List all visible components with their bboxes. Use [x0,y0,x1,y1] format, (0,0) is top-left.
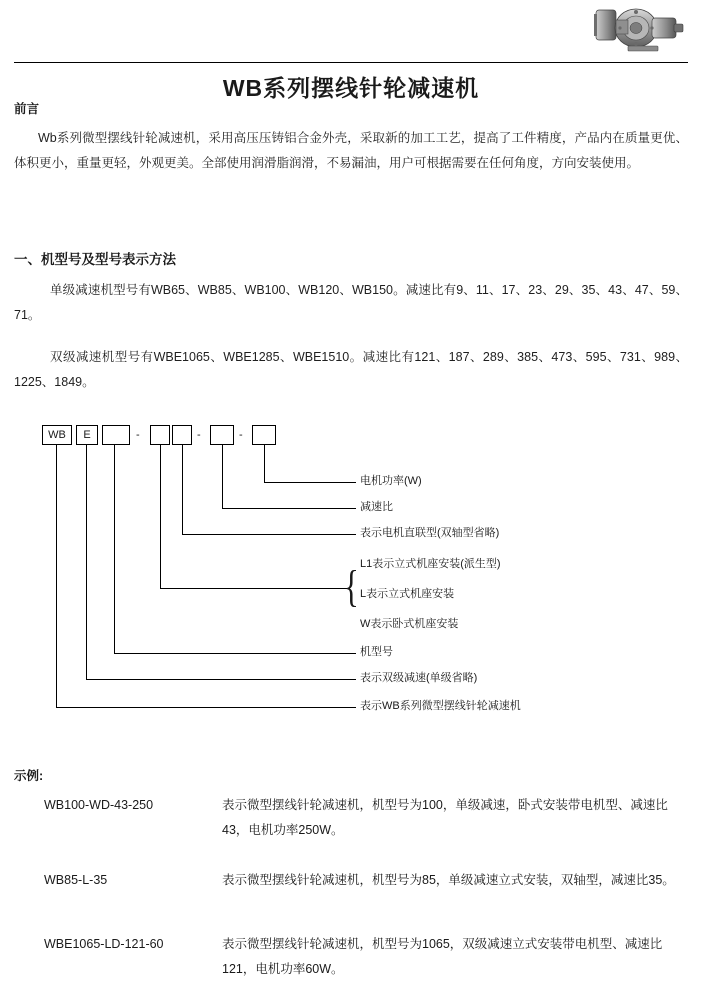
code-box-ratio [210,425,234,445]
annotation-model-number: 机型号 [360,646,393,658]
section1-paragraph-1: 单级减速机型号有WB65、WB85、WB100、WB120、WB150。减速比有9、11、17、23、29、35、43、47、59、71。 [14,283,688,322]
leader-series-horizontal [56,707,356,708]
header-divider [14,62,688,63]
code-box-power [252,425,276,445]
example-code-3: WBE1065-LD-121-60 [44,937,164,951]
code-box-e: E [76,425,98,445]
model-code-diagram [14,425,688,745]
separator-1: - [136,429,140,441]
leader-twostage-horizontal [86,679,356,680]
leader-power-vertical [264,445,265,482]
code-box-wb: WB [42,425,72,445]
leader-power-horizontal [264,482,356,483]
example-desc-2: 表示微型摆线针轮减速机，机型号为85，单级减速立式安装，双轴型，减速比35。 [222,873,675,887]
annotation-power: 电机功率(W) [360,475,422,487]
leader-model-horizontal [114,653,356,654]
code-box-model [102,425,130,445]
leader-direct-horizontal [182,534,356,535]
example-code-1: WB100-WD-43-250 [44,798,154,812]
leader-direct-vertical [182,445,183,534]
leader-mount-vertical [160,445,161,588]
leader-twostage-vertical [86,445,87,679]
leader-ratio-vertical [222,445,223,508]
annotation-direct-coupling: 表示电机直联型(双轴型省略) [360,527,500,539]
gear-reducer-photo [592,4,688,60]
code-box-mount [150,425,170,445]
separator-2: - [197,429,201,441]
section1-paragraph-2: 双级减速机型号有WBE1065、WBE1285、WBE1510。减速比有121、187、289、385、473、595、731、989、1225、1849。 [14,350,688,389]
annotation-mount-l1: L1表示立式机座安装(派生型) [360,558,501,570]
preface-label: 前言 [14,102,40,116]
page-title: WB系列摆线针轮减速机 [222,75,480,101]
annotation-two-stage: 表示双级减速(单级省略) [360,672,478,684]
preface-body: Wb系列微型摆线针轮减速机，采用高压压铸铝合金外壳，采取新的加工工艺，提高了工件精度，产品内在质量更优、体积更小，重量更轻，外观更美。全部使用润滑脂润滑，不易漏油，用户可根据需要在任何角度，方向安装使用。 [14,131,688,170]
annotation-mount-w: W表示卧式机座安装 [360,618,459,630]
separator-3: - [239,429,243,441]
leader-series-vertical [56,445,57,707]
leader-ratio-horizontal [222,508,356,509]
leader-model-vertical [114,445,115,653]
brace-mount: { [344,562,359,611]
example-desc-3: 表示微型摆线针轮减速机，机型号为1065，双级减速立式安装带电机型、减速比121，电机功率60W。 [222,937,663,976]
example-code-2: WB85-L-35 [44,873,108,887]
leader-mount-horizontal [160,588,350,589]
code-box-direct [172,425,192,445]
examples-label: 示例: [14,769,44,783]
section1-heading: 一、机型号及型号表示方法 [14,252,176,267]
annotation-mount-l: L表示立式机座安装 [360,588,455,600]
gear-reducer-photo-svg [592,4,688,60]
annotation-series: 表示WB系列微型摆线针轮减速机 [360,700,521,712]
example-desc-1: 表示微型摆线针轮减速机，机型号为100，单级减速，卧式安装带电机型、减速比43，电机功率250W。 [222,798,668,837]
annotation-ratio: 减速比 [360,501,393,513]
